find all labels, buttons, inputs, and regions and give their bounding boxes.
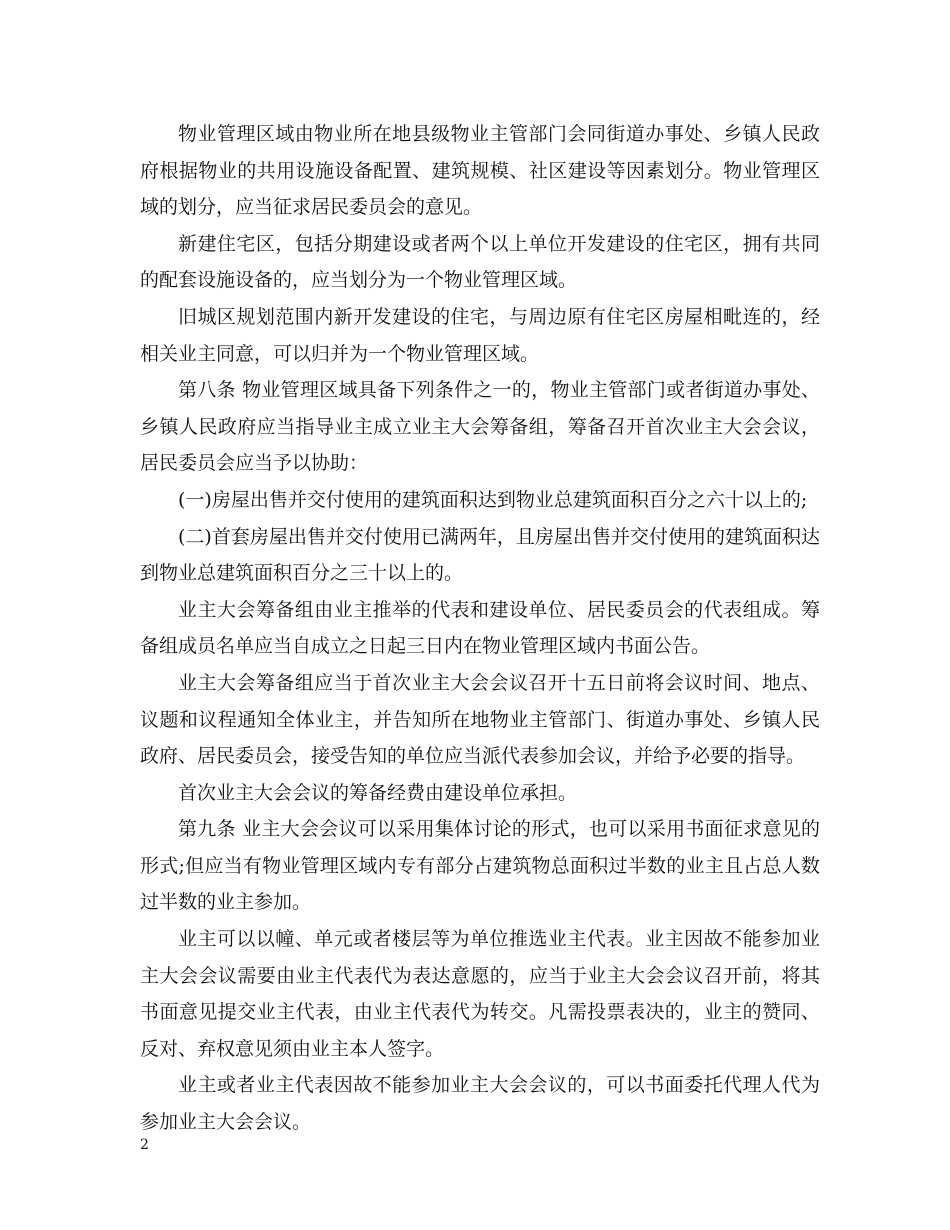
paragraph: 首次业主大会会议的筹备经费由建设单位承担。 [178,781,578,804]
paragraph: 业主大会筹备组由业主推举的代表和建设单位、居民委员会的代表组成。筹备组成员名单应当自成立之日起三日内在物业管理区域内书面公告。 [140,598,820,658]
paragraph-condition-1: (一)房屋出售并交付使用的建筑面积达到物业总建筑面积百分之六十以上的; [178,488,808,511]
paragraph-condition-2: (二)首套房屋出售并交付使用已满两年，且房屋出售并交付使用的建筑面积达到物业总建筑面积百分之三十以上的。 [140,525,820,585]
paragraph-article-8: 第八条 物业管理区域具备下列条件之一的，物业主管部门或者街道办事处、乡镇人民政府应当指导业主成立业主大会筹备组，筹备召开首次业主大会会议，居民委员会应当予以协助： [140,379,820,475]
paragraph-article-9: 第九条 业主大会会议可以采用集体讨论的形式，也可以采用书面征求意见的形式;但应当有物业管理区域内专有部分占建筑物总面积过半数的业主且占总人数过半数的业主参加。 [140,818,820,914]
paragraph: 旧城区规划范围内新开发建设的住宅，与周边原有住宅区房屋相毗连的，经相关业主同意，可以归并为一个物业管理区域。 [140,305,820,365]
page-number: 2 [140,1137,149,1153]
paragraph: 物业管理区域由物业所在地县级物业主管部门会同街道办事处、乡镇人民政府根据物业的共用设施设备配置、建筑规模、社区建设等因素划分。物业管理区域的划分，应当征求居民委员会的意见。 [140,123,820,219]
paragraph: 业主或者业主代表因故不能参加业主大会会议的，可以书面委托代理人代为参加业主大会会议。 [140,1074,820,1134]
paragraph: 业主大会筹备组应当于首次业主大会会议召开十五日前将会议时间、地点、议题和议程通知全体业主，并告知所在地物业主管部门、街道办事处、乡镇人民政府、居民委员会，接受告知的单位应当派代表参加会议，并给予必要的指导。 [140,671,820,768]
document-body [140,116,820,1141]
paragraph: 业主可以以幢、单元或者楼层等为单位推选业主代表。业主因故不能参加业主大会会议需要由业主代表代为表达意愿的，应当于业主大会会议召开前，将其书面意见提交业主代表，由业主代表代为转交。凡需投票表决的，业主的赞同、反对、弃权意见须由业主本人签字。 [140,928,820,1060]
paragraph: 新建住宅区，包括分期建设或者两个以上单位开发建设的住宅区，拥有共同的配套设施设备的，应当划分为一个物业管理区域。 [140,232,820,292]
